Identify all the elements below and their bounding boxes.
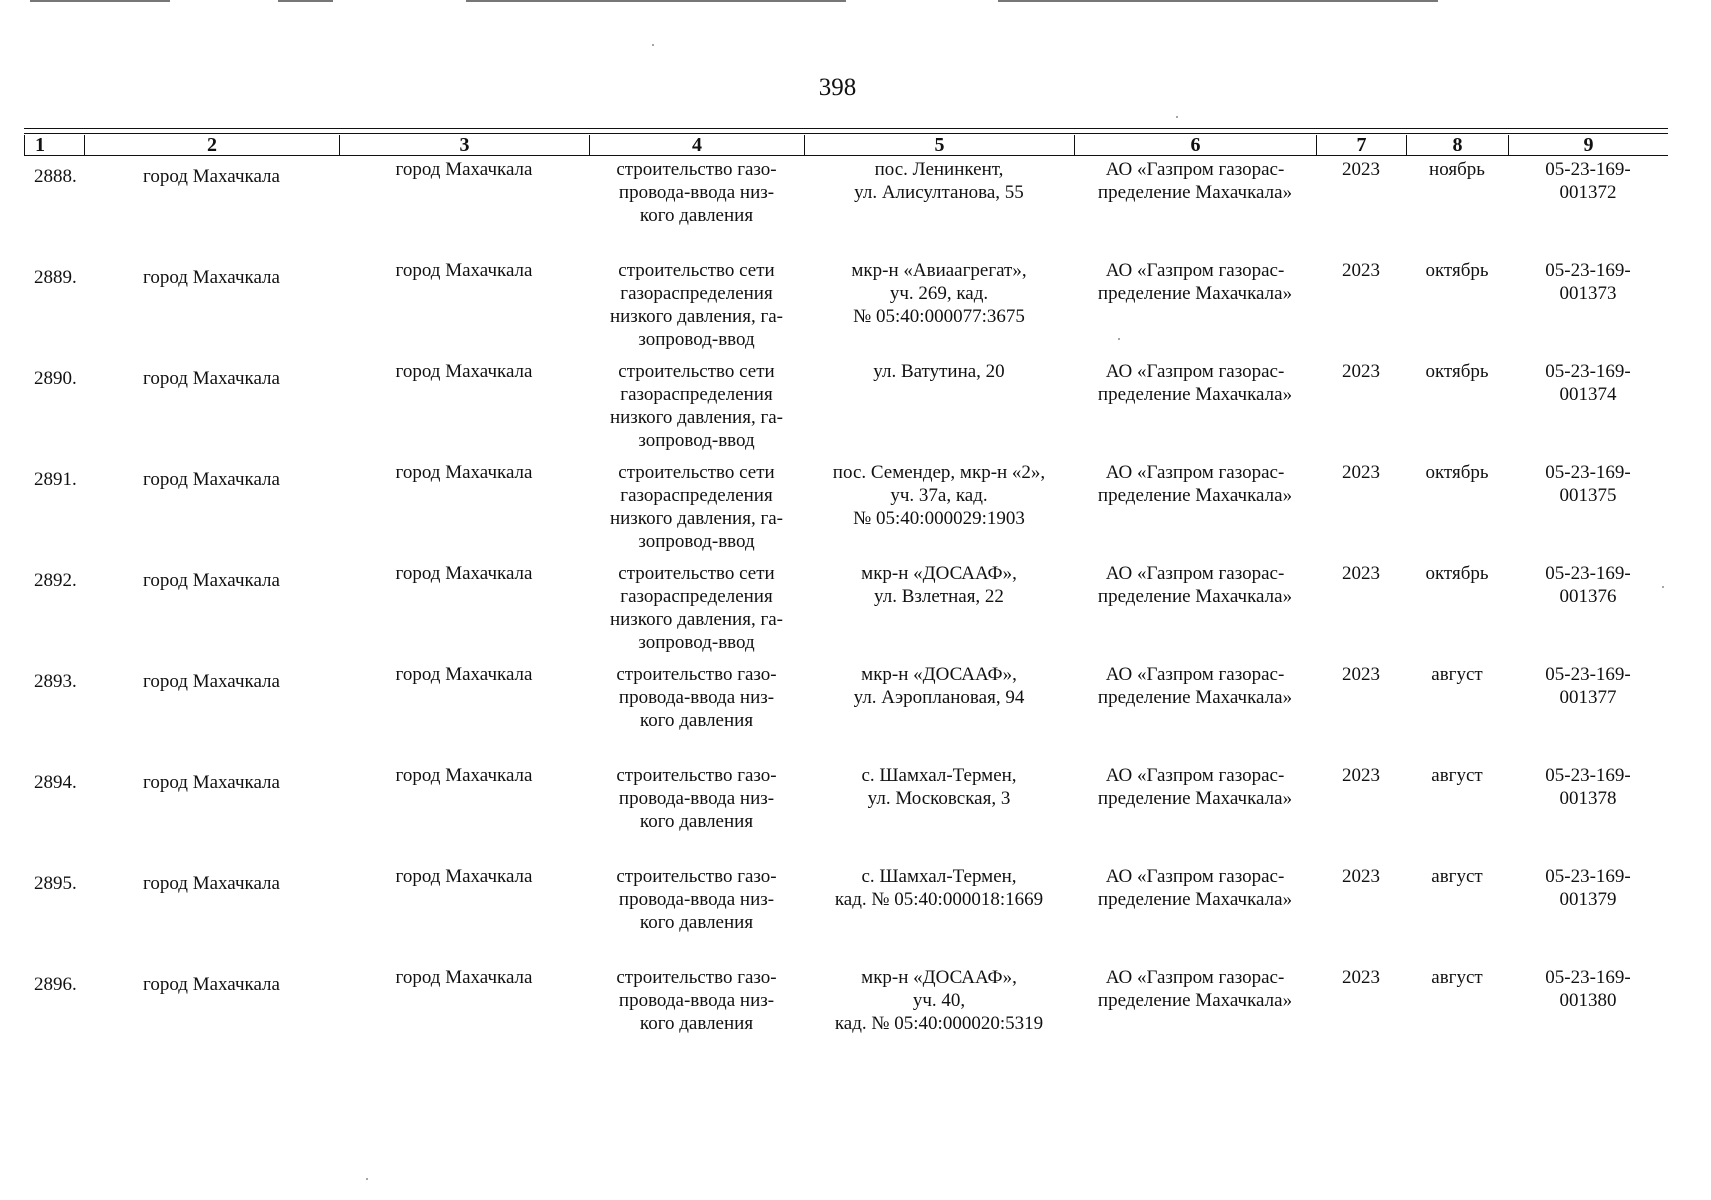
table-row <box>24 864 1668 965</box>
column-header-5: 5 <box>804 135 1074 156</box>
district-cell: город Махачкала <box>143 469 280 490</box>
scan-speck <box>1176 116 1178 118</box>
work-description-cell-line: кого давления <box>639 1013 754 1034</box>
work-description-cell-line: провода-ввода низ- <box>618 889 775 910</box>
address-cell-line: ул. Алисултанова, 55 <box>854 182 1024 203</box>
column-header-2: 2 <box>84 135 339 156</box>
table-row <box>24 157 1668 258</box>
organization-cell <box>1074 258 1316 359</box>
organization-cell-line: АО «Газпром газорас- <box>1105 361 1285 382</box>
organization-cell <box>1074 561 1316 662</box>
month-cell: август <box>1431 664 1483 685</box>
table-header-top-border <box>24 128 1668 129</box>
settlement-cell: город Махачкала <box>395 462 533 483</box>
address-cell-line: мкр-н «ДОСААФ», <box>861 967 1017 988</box>
table-header-middle-border <box>24 133 1668 134</box>
code-cell-line: 05-23-169- <box>1545 563 1631 584</box>
code-cell-line: 05-23-169- <box>1545 664 1631 685</box>
scan-artifact-line <box>998 0 1438 2</box>
row-number: 2892. <box>34 570 77 591</box>
organization-cell-line: АО «Газпром газорас- <box>1105 260 1285 281</box>
address-cell <box>804 662 1074 763</box>
month-cell: август <box>1431 967 1483 988</box>
work-description-cell-line: кого давления <box>639 912 754 933</box>
work-description-cell-line: кого давления <box>639 811 754 832</box>
district-cell: город Махачкала <box>143 166 280 187</box>
organization-cell-line: АО «Газпром газорас- <box>1105 866 1285 887</box>
work-description-cell <box>589 258 804 359</box>
table-body <box>24 157 1668 1066</box>
month-cell: октябрь <box>1425 462 1489 483</box>
work-description-cell-line: зопровод-ввод <box>638 632 755 653</box>
work-description-cell-line: низкого давления, га- <box>609 508 784 529</box>
work-description-cell-line: строительство сети <box>618 260 775 281</box>
code-cell-line: 05-23-169- <box>1545 462 1631 483</box>
organization-cell-line: пределение Махачкала» <box>1097 283 1293 304</box>
work-description-cell-line: строительство газо- <box>616 967 777 988</box>
organization-cell-line: пределение Махачкала» <box>1097 687 1293 708</box>
work-description-cell <box>589 460 804 561</box>
code-cell-line: 001373 <box>1559 283 1617 304</box>
code-cell <box>1508 157 1668 258</box>
address-cell-line: мкр-н «ДОСААФ», <box>861 563 1017 584</box>
code-cell <box>1508 864 1668 965</box>
code-cell-line: 05-23-169- <box>1545 361 1631 382</box>
table-row <box>24 763 1668 864</box>
work-description-cell-line: низкого давления, га- <box>609 609 784 630</box>
row-number: 2889. <box>34 267 77 288</box>
work-description-cell-line: газораспределения <box>620 485 773 506</box>
column-header-3: 3 <box>339 135 589 156</box>
code-cell-line: 05-23-169- <box>1545 765 1631 786</box>
row-number: 2895. <box>34 873 77 894</box>
address-cell-line: ул. Аэроплановая, 94 <box>853 687 1025 708</box>
organization-cell-line: пределение Махачкала» <box>1097 485 1293 506</box>
settlement-cell: город Махачкала <box>395 866 533 887</box>
address-cell-line: кад. № 05:40:000018:1669 <box>834 889 1044 910</box>
work-description-cell-line: провода-ввода низ- <box>618 687 775 708</box>
code-cell <box>1508 662 1668 763</box>
work-description-cell-line: строительство газо- <box>616 664 777 685</box>
table-header-row <box>24 135 1668 156</box>
code-cell-line: 001379 <box>1559 889 1617 910</box>
code-cell <box>1508 561 1668 662</box>
scan-artifact-line <box>278 0 333 2</box>
code-cell-line: 05-23-169- <box>1545 260 1631 281</box>
address-cell-line: мкр-н «Авиаагрегат», <box>851 260 1027 281</box>
organization-cell-line: пределение Махачкала» <box>1097 788 1293 809</box>
organization-cell <box>1074 157 1316 258</box>
table-row <box>24 561 1668 662</box>
organization-cell <box>1074 662 1316 763</box>
work-description-cell-line: газораспределения <box>620 384 773 405</box>
table-row <box>24 359 1668 460</box>
organization-cell-line: пределение Махачкала» <box>1097 889 1293 910</box>
organization-cell-line: АО «Газпром газорас- <box>1105 765 1285 786</box>
year-cell: 2023 <box>1342 159 1380 180</box>
table-row <box>24 662 1668 763</box>
code-cell <box>1508 359 1668 460</box>
address-cell <box>804 460 1074 561</box>
settlement-cell: город Махачкала <box>395 361 533 382</box>
address-cell <box>804 258 1074 359</box>
address-cell-line: уч. 37а, кад. <box>890 485 988 506</box>
column-header-7: 7 <box>1316 135 1406 156</box>
code-cell-line: 001380 <box>1559 990 1617 1011</box>
year-cell: 2023 <box>1342 967 1380 988</box>
work-description-cell-line: газораспределения <box>620 586 773 607</box>
column-header-9: 9 <box>1508 135 1668 156</box>
organization-cell-line: АО «Газпром газорас- <box>1105 563 1285 584</box>
settlement-cell: город Махачкала <box>395 765 533 786</box>
column-header-8: 8 <box>1406 135 1508 156</box>
address-cell <box>804 359 1074 460</box>
address-cell <box>804 157 1074 258</box>
work-description-cell-line: провода-ввода низ- <box>618 990 775 1011</box>
month-cell: ноябрь <box>1429 159 1485 180</box>
work-description-cell-line: строительство сети <box>618 361 775 382</box>
table-row <box>24 965 1668 1066</box>
column-header-4: 4 <box>589 135 804 156</box>
district-cell: город Махачкала <box>143 671 280 692</box>
work-description-cell-line: провода-ввода низ- <box>618 788 775 809</box>
code-cell-line: 001372 <box>1559 182 1617 203</box>
scan-artifact-line <box>30 0 170 2</box>
month-cell: август <box>1431 765 1483 786</box>
year-cell: 2023 <box>1342 664 1380 685</box>
row-number: 2894. <box>34 772 77 793</box>
column-header-6: 6 <box>1074 135 1316 156</box>
work-description-cell <box>589 561 804 662</box>
month-cell: октябрь <box>1425 260 1489 281</box>
district-cell: город Махачкала <box>143 772 280 793</box>
code-cell <box>1508 763 1668 864</box>
organization-cell <box>1074 359 1316 460</box>
address-cell-line: с. Шамхал-Термен, <box>861 765 1017 786</box>
page-number: 398 <box>818 74 857 101</box>
work-description-cell-line: провода-ввода низ- <box>618 182 775 203</box>
work-description-cell <box>589 965 804 1066</box>
organization-cell-line: АО «Газпром газорас- <box>1105 159 1285 180</box>
work-description-cell-line: газораспределения <box>620 283 773 304</box>
month-cell: август <box>1431 866 1483 887</box>
row-number: 2890. <box>34 368 77 389</box>
work-description-cell-line: строительство газо- <box>616 159 777 180</box>
organization-cell-line: АО «Газпром газорас- <box>1105 664 1285 685</box>
organization-cell-line: пределение Махачкала» <box>1097 182 1293 203</box>
work-description-cell <box>589 359 804 460</box>
organization-cell <box>1074 763 1316 864</box>
district-cell: город Махачкала <box>143 368 280 389</box>
work-description-cell-line: строительство газо- <box>616 866 777 887</box>
code-cell-line: 05-23-169- <box>1545 967 1631 988</box>
address-cell-line: № 05:40:000077:3675 <box>853 306 1025 327</box>
table-row <box>24 258 1668 359</box>
address-cell-line: с. Шамхал-Термен, <box>861 866 1017 887</box>
work-description-cell-line: зопровод-ввод <box>638 329 755 350</box>
table-row <box>24 460 1668 561</box>
year-cell: 2023 <box>1342 765 1380 786</box>
code-cell <box>1508 460 1668 561</box>
code-cell <box>1508 965 1668 1066</box>
row-number: 2891. <box>34 469 77 490</box>
organization-cell <box>1074 864 1316 965</box>
settlement-cell: город Махачкала <box>395 664 533 685</box>
settlement-cell: город Махачкала <box>395 967 533 988</box>
settlement-cell: город Махачкала <box>395 260 533 281</box>
address-cell-line: ул. Московская, 3 <box>867 788 1011 809</box>
code-cell-line: 05-23-169- <box>1545 866 1631 887</box>
year-cell: 2023 <box>1342 866 1380 887</box>
district-cell: город Махачкала <box>143 267 280 288</box>
year-cell: 2023 <box>1342 462 1380 483</box>
work-description-cell-line: кого давления <box>639 205 754 226</box>
year-cell: 2023 <box>1342 361 1380 382</box>
row-number: 2893. <box>34 671 77 692</box>
address-cell <box>804 864 1074 965</box>
code-cell <box>1508 258 1668 359</box>
code-cell-line: 001378 <box>1559 788 1617 809</box>
row-number: 2888. <box>34 166 77 187</box>
month-cell: октябрь <box>1425 563 1489 584</box>
address-cell-line: пос. Семендер, мкр-н «2», <box>832 462 1046 483</box>
address-cell <box>804 965 1074 1066</box>
work-description-cell-line: кого давления <box>639 710 754 731</box>
organization-cell <box>1074 460 1316 561</box>
work-description-cell-line: строительство сети <box>618 563 775 584</box>
work-description-cell-line: низкого давления, га- <box>609 306 784 327</box>
address-cell-line: пос. Ленинкент, <box>874 159 1004 180</box>
code-cell-line: 05-23-169- <box>1545 159 1631 180</box>
work-description-cell <box>589 662 804 763</box>
year-cell: 2023 <box>1342 563 1380 584</box>
organization-cell-line: пределение Махачкала» <box>1097 586 1293 607</box>
organization-cell-line: пределение Махачкала» <box>1097 384 1293 405</box>
organization-cell-line: пределение Махачкала» <box>1097 990 1293 1011</box>
district-cell: город Махачкала <box>143 974 280 995</box>
row-number: 2896. <box>34 974 77 995</box>
work-description-cell <box>589 864 804 965</box>
year-cell: 2023 <box>1342 260 1380 281</box>
work-description-cell-line: зопровод-ввод <box>638 531 755 552</box>
address-cell-line: № 05:40:000029:1903 <box>853 508 1025 529</box>
scan-artifact-line <box>466 0 846 2</box>
code-cell-line: 001375 <box>1559 485 1617 506</box>
organization-cell <box>1074 965 1316 1066</box>
work-description-cell-line: строительство сети <box>618 462 775 483</box>
work-description-cell-line: низкого давления, га- <box>609 407 784 428</box>
address-cell-line: мкр-н «ДОСААФ», <box>861 664 1017 685</box>
organization-cell-line: АО «Газпром газорас- <box>1105 967 1285 988</box>
work-description-cell <box>589 763 804 864</box>
month-cell: октябрь <box>1425 361 1489 382</box>
address-cell-line: уч. 269, кад. <box>889 283 989 304</box>
scan-speck <box>652 44 654 46</box>
address-cell <box>804 763 1074 864</box>
organization-cell-line: АО «Газпром газорас- <box>1105 462 1285 483</box>
work-description-cell-line: строительство газо- <box>616 765 777 786</box>
address-cell-line: уч. 40, <box>912 990 966 1011</box>
work-description-cell-line: зопровод-ввод <box>638 430 755 451</box>
address-cell-line: ул. Взлетная, 22 <box>874 586 1004 607</box>
settlement-cell: город Махачкала <box>395 563 533 584</box>
scan-speck <box>366 1178 368 1180</box>
address-cell <box>804 561 1074 662</box>
code-cell-line: 001376 <box>1559 586 1617 607</box>
settlement-cell: город Махачкала <box>395 159 533 180</box>
district-cell: город Махачкала <box>143 570 280 591</box>
address-cell-line: кад. № 05:40:000020:5319 <box>834 1013 1044 1034</box>
work-description-cell <box>589 157 804 258</box>
column-header-1: 1 <box>24 135 84 156</box>
address-cell-line: ул. Ватутина, 20 <box>873 361 1005 382</box>
district-cell: город Махачкала <box>143 873 280 894</box>
code-cell-line: 001374 <box>1559 384 1617 405</box>
code-cell-line: 001377 <box>1559 687 1617 708</box>
